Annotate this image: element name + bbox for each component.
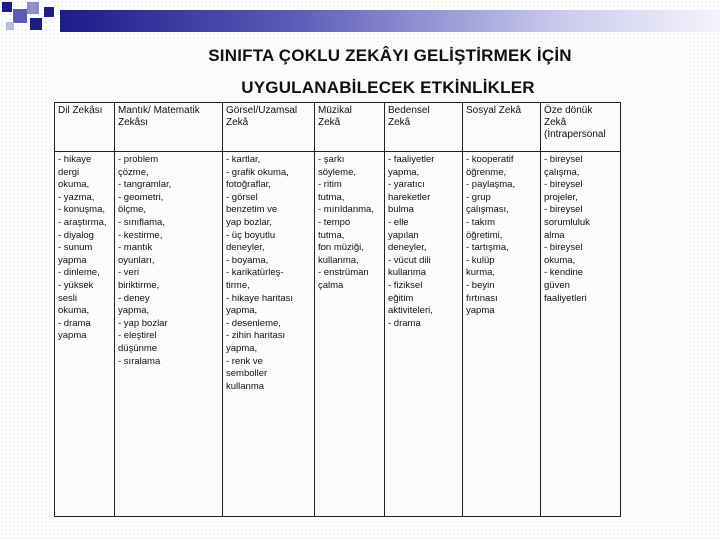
header-oze-donuk: Öze dönük Zekâ (İntrapersonal [541, 103, 621, 152]
header-gorsel-uzamsal: Görsel/Uzamsal Zekâ [223, 103, 315, 152]
cell-oze-donuk: - bireysel çalışma, - bireysel projeler, - bireysel sorumluluk alma - bireysel okuma, - kendine güven faaliyetleri [541, 152, 621, 517]
decorative-square [27, 2, 39, 14]
header-dil-zekasi: Dil Zekâsı [55, 103, 115, 152]
header-muzikal: Müzikal Zekâ [315, 103, 385, 152]
decorative-square [13, 9, 27, 23]
cell-mantik-matematik: - problem çözme, - tangramlar, - geometri, ölçme, - sınıflama, - kestirme, - mantık oyunları, - veri biriktirme, - deney yapma, - yap bozlar - eleştirel düşünme - sıralama [115, 152, 223, 517]
cell-sosyal: - kooperatif öğrenme, - paylaşma, - grup çalışması, - takım öğretimi, - tartışma, - kulüp kurma, - beyin fırtınası yapma [463, 152, 541, 517]
cell-gorsel-uzamsal: - kartlar, - grafik okuma, fotoğraflar, - görsel benzetim ve yap bozlar, - üç boyutlu deneyler, - boyama, - karikatürleş- tirme, - hikaye haritası yapma, - desenleme, - zihin haritası yapma, - renk ve semboller kullanma [223, 152, 315, 517]
decorative-square [6, 22, 14, 30]
decorative-square [30, 18, 42, 30]
header-bedensel: Bedensel Zekâ [385, 103, 463, 152]
cell-bedensel: - faaliyetler yapma, - yaratıcı hareketler bulma - elle yapılan deneyler, - vücut dili kullanma - fiziksel eğitim aktiviteleri, - drama [385, 152, 463, 517]
table-header-row [55, 103, 621, 152]
cell-muzikal: - şarkı söyleme, - ritim tutma, - mırıldanma, - tempo tutma, fon müziği, kullanma, - enstrüman çalma [315, 152, 385, 517]
scanned-document [50, 42, 688, 524]
header-sosyal: Sosyal Zekâ [463, 103, 541, 152]
document-title-line1: SINIFTA ÇOKLU ZEKÂYI GELİŞTİRMEK İÇİN [208, 46, 572, 65]
cell-dil-zekasi: - hikaye dergi okuma, - yazma, - konuşma, - araştırma, - diyalog - sunum yapma - dinleme, - yüksek sesli okuma, - drama yapma [55, 152, 115, 517]
decorative-square [2, 2, 12, 12]
header-mantik-matematik: Mantık/ Matematik Zekâsı [115, 103, 223, 152]
document-title-line2: UYGULANABİLECEK ETKİNLİKLER [241, 78, 535, 97]
table-row [55, 152, 621, 517]
header-gradient-bar [60, 10, 720, 32]
activities-table [54, 102, 621, 517]
slide-header-decoration [0, 0, 720, 40]
decorative-square [44, 7, 54, 17]
